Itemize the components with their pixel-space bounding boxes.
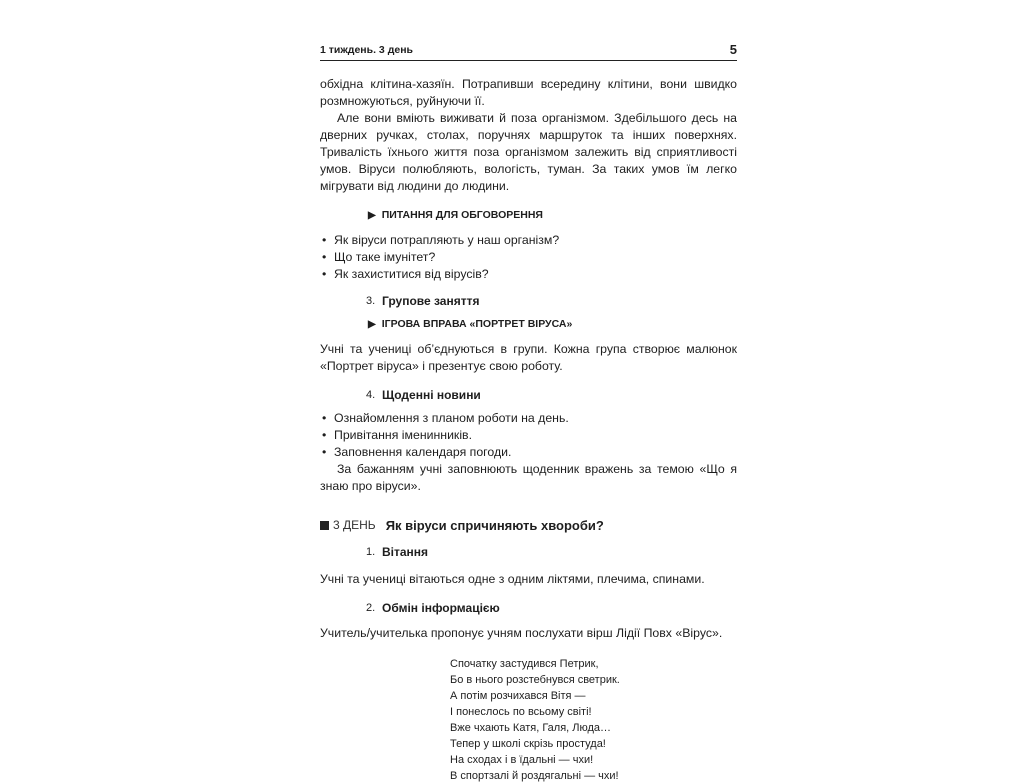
section-heading-group-work xyxy=(366,293,737,310)
paragraph: Учні та учениці вітаються одне з одним ліктями, плечима, спинами. xyxy=(320,572,705,586)
list-item: • Ознайомлення з планом роботи на день. xyxy=(320,410,737,427)
section-title: Щоденні новини xyxy=(382,388,481,402)
section-number: 2. xyxy=(366,602,376,614)
list-item: • Як віруси потрапляють у наш організм? xyxy=(320,232,737,249)
discussion-heading xyxy=(368,207,737,224)
game-heading-text: ІГРОВА ВПРАВА «ПОРТРЕТ ВІРУСА» xyxy=(381,318,573,330)
section-number: 1. xyxy=(366,546,376,558)
paragraph: За бажанням учні заповнюють щоденник вражень за темою «Що я знаю про віруси». xyxy=(320,462,737,493)
news-list xyxy=(320,410,737,461)
poem-line: Бо в нього розстебнувся светрик. xyxy=(450,674,620,686)
day-title: Як віруси спричиняють хвороби? xyxy=(385,518,604,533)
paragraph: Але вони вміють виживати й поза організмом. Здебільшого десь на дверних ручках, столах, поручнях маршруток та інших поверхнях. Тривалість їхнього життя поза організмом залежить від сприятливості умов. Віруси полюбляють, вологість, туман. За таких умов їм легко мігрувати від людини до людини. xyxy=(320,111,737,193)
section-title: Групове заняття xyxy=(382,294,480,308)
triangle-right-icon: ▶ xyxy=(368,319,376,330)
game-heading xyxy=(368,316,737,333)
poem-line: В спортзалі й роздягальні — чхи! xyxy=(450,770,619,782)
book-page xyxy=(320,40,737,782)
square-bullet-icon xyxy=(320,521,329,530)
section-title: Вітання xyxy=(382,545,429,559)
list-item: • Заповнення календаря погоди. xyxy=(320,444,737,461)
header-rule xyxy=(320,60,737,61)
page-number: 5 xyxy=(729,42,737,57)
page-body xyxy=(320,76,737,784)
section-number: 3. xyxy=(366,295,376,307)
poem-line: На сходах і в їдальні — чхи! xyxy=(450,754,594,766)
question-list xyxy=(320,232,737,283)
section-title: Обмін інформацією xyxy=(382,601,500,615)
paragraph: обхідна клітина-хазяїн. Потрапивши всередину клітини, вони швидко розмножуються, руйнуючи її. xyxy=(320,77,737,108)
day-heading xyxy=(320,517,737,534)
list-item: • Що таке імунітет? xyxy=(320,249,737,266)
poem-line: Вже чхають Катя, Галя, Люда… xyxy=(450,722,612,734)
poem-line: Спочатку застудився Петрик, xyxy=(450,658,599,670)
paragraph: Учні та учениці об’єднуються в групи. Кожна група створює малюнок «Портрет віруса» і презентує свою роботу. xyxy=(320,342,737,373)
running-title: 1 тиждень. 3 день xyxy=(320,44,413,56)
list-item: • Привітання іменинників. xyxy=(320,427,737,444)
section-number: 4. xyxy=(366,389,376,401)
poem-line: Тепер у школі скрізь простуда! xyxy=(450,738,606,750)
discussion-heading-text: ПИТАННЯ ДЛЯ ОБГОВОРЕННЯ xyxy=(381,209,543,221)
triangle-right-icon: ▶ xyxy=(368,210,376,221)
section-heading-exchange xyxy=(366,600,737,617)
poem xyxy=(450,656,737,784)
section-heading-daily-news xyxy=(366,387,737,404)
list-item: • Як захиститися від вірусів? xyxy=(320,266,737,283)
paragraph: Учитель/учителька пропонує учням послухати вірш Лідії Повх «Вірус». xyxy=(320,626,723,640)
poem-line: І понеслось по всьому світі! xyxy=(450,706,592,718)
section-heading-greeting xyxy=(366,544,737,561)
day-label: 3 ДЕНЬ xyxy=(333,518,376,532)
poem-line: А потім розчихався Вітя — xyxy=(450,690,586,702)
